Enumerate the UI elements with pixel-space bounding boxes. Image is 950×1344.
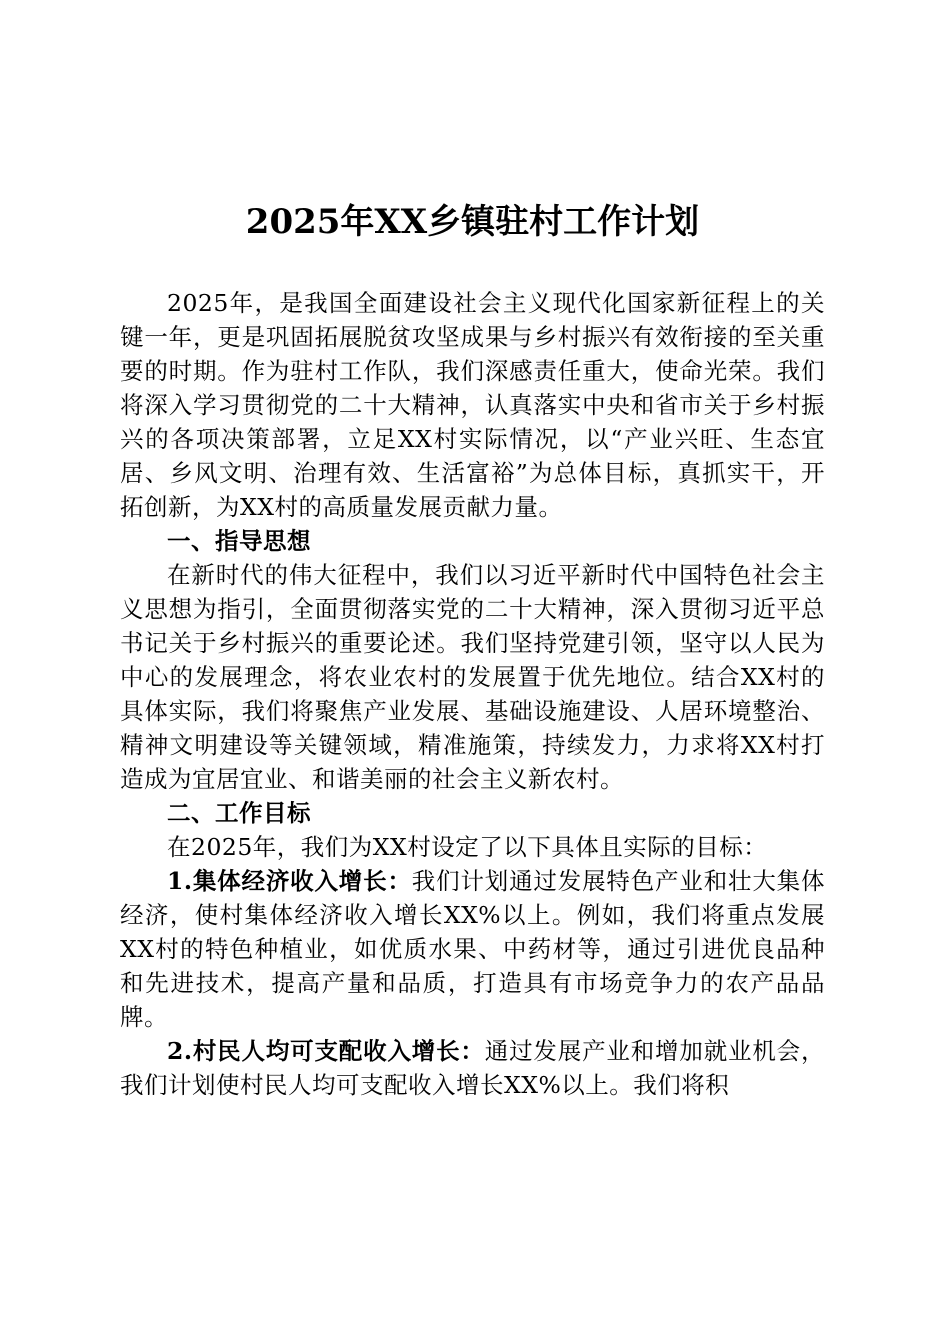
goal-item (120, 1034, 825, 1102)
goal-item (120, 864, 825, 1034)
document-body (120, 286, 825, 1102)
intro-paragraph: 2025年，是我国全面建设社会主义现代化国家新征程上的关键一年，更是巩固拓展脱贫攻坚成果与乡村振兴有效衔接的至关重要的时期。作为驻村工作队，我们深感责任重大，使命光荣。我们将深入学习贯彻党的二十大精神，认真落实中央和省市关于乡村振兴的各项决策部署，立足XX村实际情况，以“产业兴旺、生态宜居、乡风文明、治理有效、生活富裕”为总体目标，真抓实干，开拓创新，为XX村的高质量发展贡献力量。 (120, 289, 825, 521)
document-title: 2025年XX乡镇驻村工作计划 (245, 202, 700, 242)
goal-item-text: 我们计划通过发展特色产业和壮大集体经济，使村集体经济收入增长XX%以上。例如，我们将重点发展XX村的特色种植业，如优质水果、中药材等，通过引进优良品种和先进技术，提高产量和品质，打造具有市场竞争力的农产品品牌。 (120, 867, 825, 1031)
goal-item-text: 通过发展产业和增加就业机会，我们计划使村民人均可支配收入增长XX%以上。我们将积 (120, 1037, 825, 1099)
section-heading-guiding-ideology: 一、指导思想 (167, 527, 311, 555)
section-heading-work-goals: 二、工作目标 (167, 799, 311, 827)
work-goals-intro: 在2025年，我们为XX村设定了以下具体且实际的目标： (167, 833, 768, 861)
guiding-ideology-paragraph: 在新时代的伟大征程中，我们以习近平新时代中国特色社会主义思想为指引，全面贯彻落实党的二十大精神，深入贯彻习近平总书记关于乡村振兴的重要论述。我们坚持党建引领，坚守以人民为中心的发展理念，将农业农村的发展置于优先地位。结合XX村的具体实际，我们将聚焦产业发展、基础设施建设、人居环境整治、精神文明建设等关键领域，精准施策，持续发力，力求将XX村打造成为宜居宜业、和谐美丽的社会主义新农村。 (120, 561, 825, 793)
goal-item-lead: 1.集体经济收入增长： (167, 867, 412, 895)
goal-item-lead: 2.村民人均可支配收入增长： (167, 1037, 485, 1065)
